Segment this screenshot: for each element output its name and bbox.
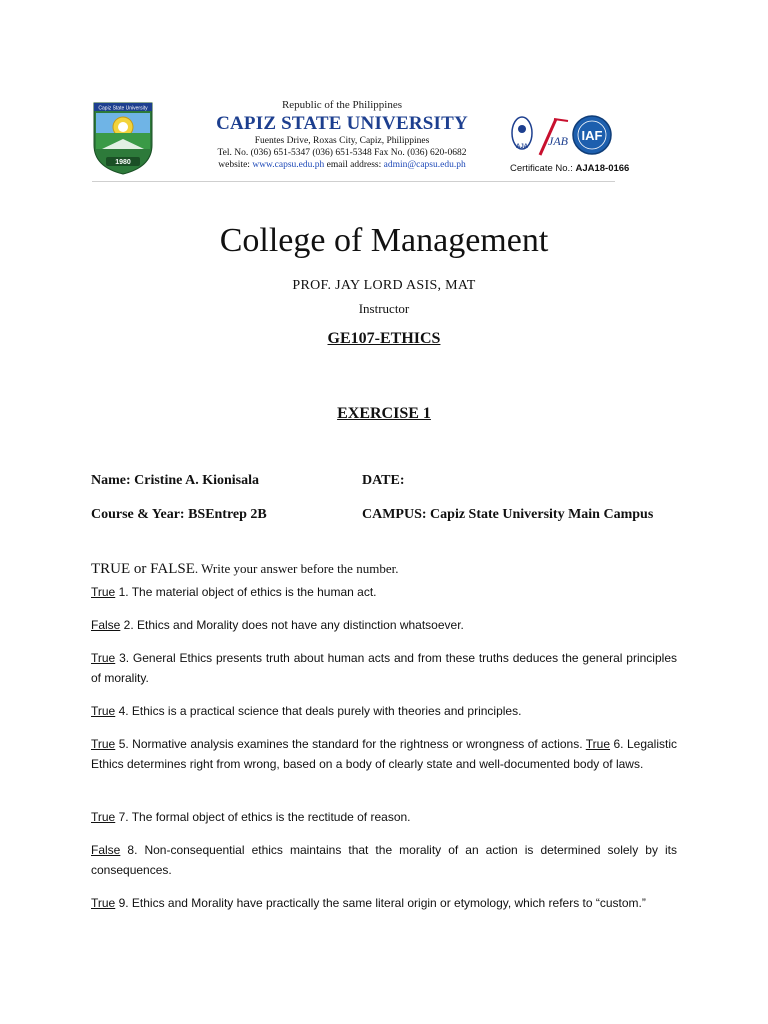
iaf-logo bbox=[573, 116, 611, 154]
answer-9: True bbox=[91, 896, 116, 910]
answer-6: True bbox=[585, 737, 611, 751]
question-item-4 bbox=[91, 701, 677, 721]
certificate-label: Certificate No.: bbox=[510, 163, 573, 174]
email-label: email address: bbox=[326, 160, 382, 170]
course-year: Course & Year: BSEntrep 2B bbox=[91, 507, 267, 522]
certificate-number bbox=[510, 163, 629, 174]
date-field: DATE: bbox=[362, 473, 405, 488]
question-text-2: 2. Ethics and Morality does not have any distinction whatsoever. bbox=[120, 618, 464, 632]
answer-4: True bbox=[91, 704, 116, 718]
question-item-5-6 bbox=[91, 734, 677, 774]
question-item-9 bbox=[91, 893, 677, 913]
student-name: Name: Cristine A. Kionisala bbox=[91, 473, 259, 488]
question-text-3: 3. General Ethics presents truth about human acts and from these truths deduces the general principles of morality. bbox=[91, 651, 677, 685]
certification-logos bbox=[510, 115, 614, 159]
course-code bbox=[0, 330, 768, 348]
exercise-title-text: EXERCISE 1 bbox=[337, 405, 431, 422]
exercise-title bbox=[0, 405, 768, 423]
certificate-value: AJA18-0166 bbox=[575, 163, 630, 174]
answer-3: True bbox=[91, 651, 116, 665]
question-text-6: 6. Legalistic Ethics determines right from wrong, based on a body of clearly state and well-documented body of laws. bbox=[91, 737, 678, 771]
address-line: Fuentes Drive, Roxas City, Capiz, Philippines bbox=[254, 136, 430, 146]
svg-text:JAB: JAB bbox=[548, 134, 568, 148]
university-seal-logo bbox=[92, 101, 154, 175]
question-text-4: 4. Ethics is a practical science that deals purely with theories and principles. bbox=[115, 704, 522, 718]
question-text-8: 8. Non-consequential ethics maintains that the morality of an action is determined solely by its consequences. bbox=[91, 843, 677, 877]
svg-text:AJA: AJA bbox=[515, 144, 529, 150]
campus-field: CAMPUS: Capiz State University Main Campus bbox=[362, 507, 654, 522]
answer-2: False bbox=[91, 618, 121, 632]
aja-logo bbox=[512, 117, 532, 150]
letterhead-divider bbox=[92, 181, 615, 182]
question-item-8 bbox=[91, 840, 677, 880]
instruction-line bbox=[91, 561, 398, 578]
letterhead-text bbox=[192, 99, 492, 171]
instruction-text: . Write your answer before the number. bbox=[194, 561, 399, 576]
university-name: CAPIZ STATE UNIVERSITY bbox=[216, 113, 468, 134]
answer-7: True bbox=[91, 810, 116, 824]
svg-text:Capiz State University: Capiz State University bbox=[98, 105, 148, 112]
question-item-1 bbox=[91, 582, 677, 602]
question-item-7 bbox=[91, 807, 677, 827]
question-item-2 bbox=[91, 615, 677, 635]
website-label: website: bbox=[218, 160, 250, 170]
question-text-7: 7. The formal object of ethics is the rectitude of reason. bbox=[115, 810, 411, 824]
question-text-9: 9. Ethics and Morality have practically the same literal origin or etymology, which refers to “custom.” bbox=[115, 896, 646, 910]
question-text-5: 5. Normative analysis examines the standard for the rightness or wrongness of actions. bbox=[115, 737, 586, 751]
contact-line bbox=[192, 159, 492, 171]
answer-5: True bbox=[91, 737, 116, 751]
instruction-type: TRUE or FALSE bbox=[91, 561, 195, 577]
college-title: College of Management bbox=[219, 222, 549, 259]
website-link[interactable]: www.capsu.edu.ph bbox=[252, 160, 325, 170]
question-text-1: 1. The material object of ethics is the human act. bbox=[115, 585, 377, 599]
letterhead bbox=[92, 99, 630, 181]
professor-name: PROF. JAY LORD ASIS, MAT bbox=[292, 278, 476, 293]
republic-line: Republic of the Philippines bbox=[281, 99, 403, 111]
svg-text:1980: 1980 bbox=[115, 159, 131, 166]
professor-role: Instructor bbox=[358, 301, 410, 316]
email-link[interactable]: admin@capsu.edu.ph bbox=[383, 160, 466, 170]
jab-logo bbox=[540, 119, 569, 155]
svg-text:IAF: IAF bbox=[581, 128, 603, 143]
telephone-line: Tel. No. (036) 651-5347 (036) 651-5348 Fax No. (036) 620-0682 bbox=[217, 148, 467, 158]
answer-1: True bbox=[91, 585, 116, 599]
question-item-3 bbox=[91, 648, 677, 688]
course-code-text: GE107-ETHICS bbox=[327, 330, 441, 347]
answer-8: False bbox=[91, 843, 121, 857]
